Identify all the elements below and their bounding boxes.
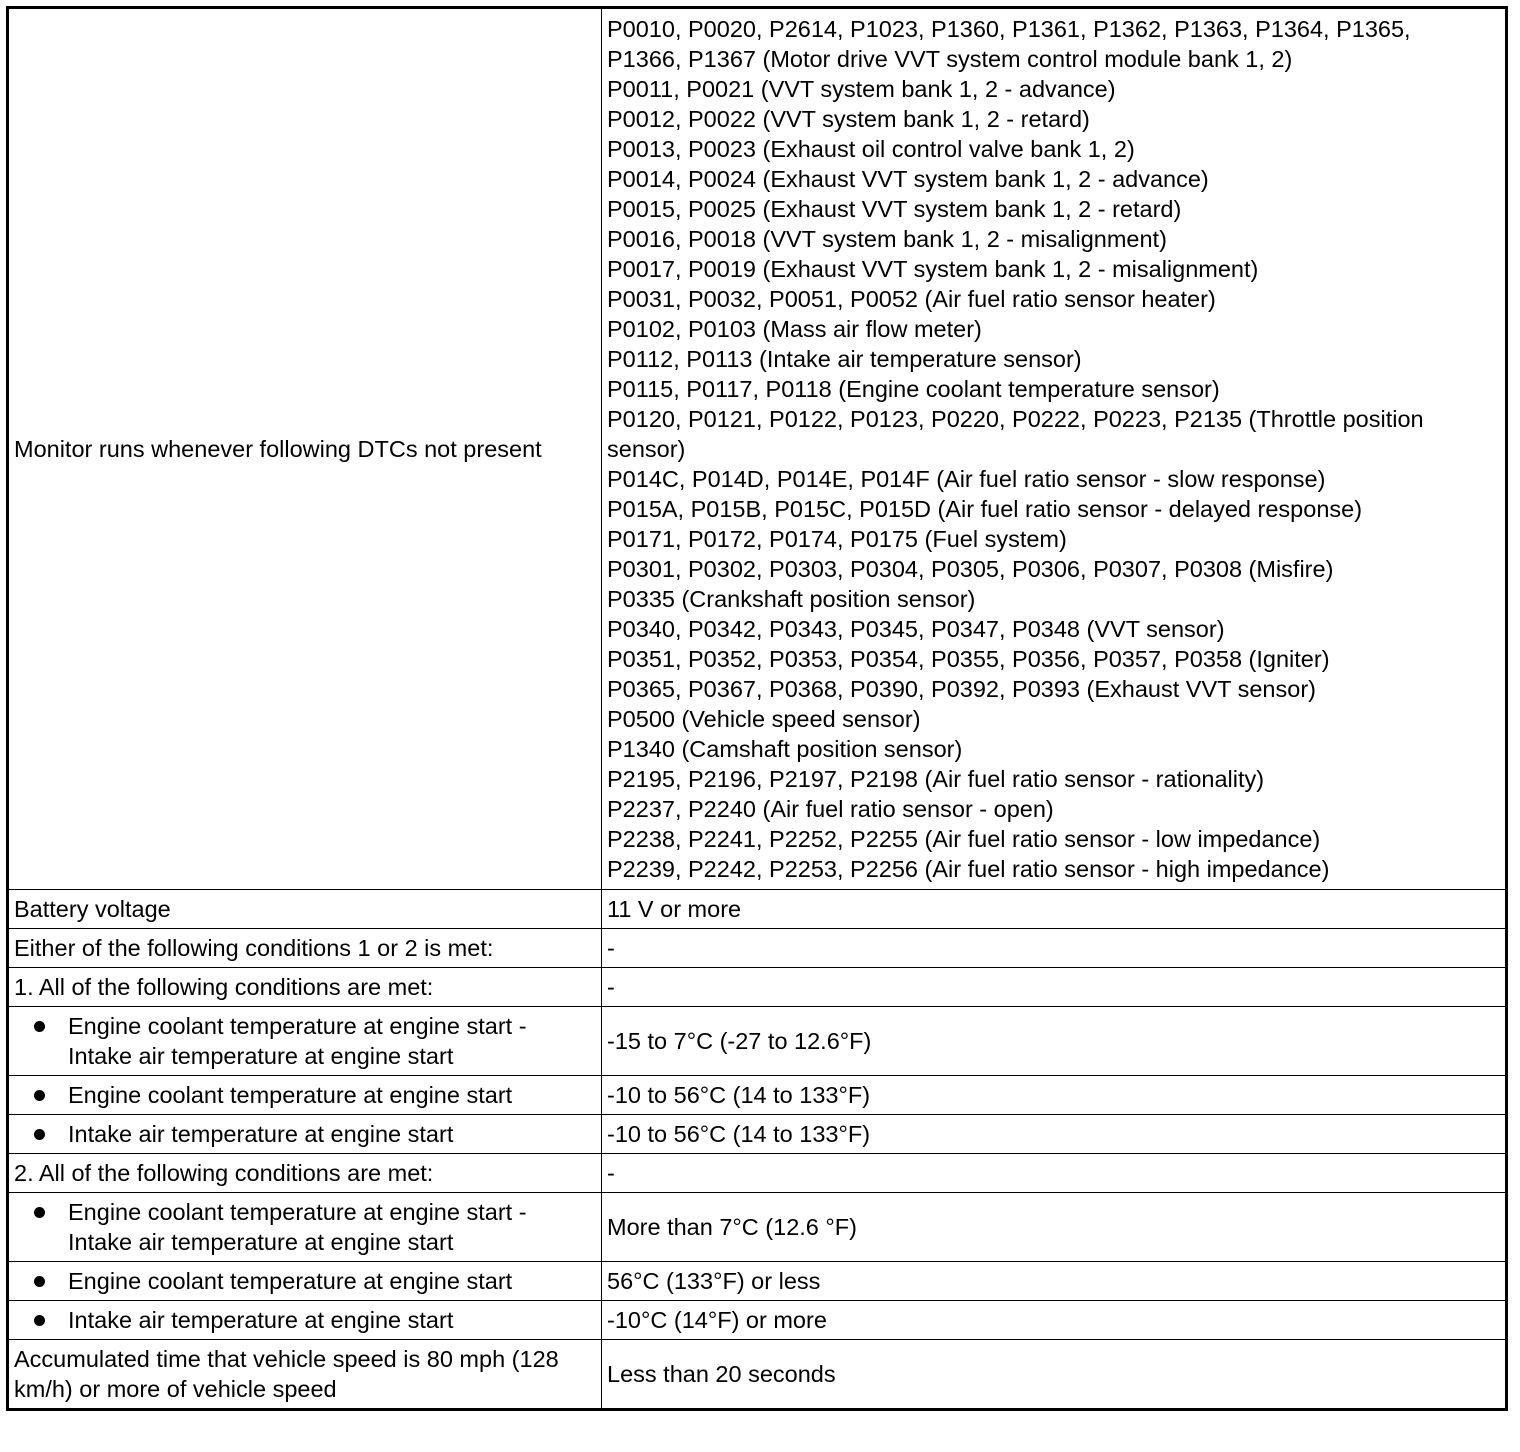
dtc-line: P0012, P0022 (VVT system bank 1, 2 - retard) [607, 106, 1090, 132]
conditions-table-body [8, 8, 1507, 1410]
dtc-line: P0013, P0023 (Exhaust oil control valve bank 1, 2) [607, 136, 1135, 162]
dtc-line: P0011, P0021 (VVT system bank 1, 2 - advance) [607, 76, 1116, 102]
dtc-line: P0335 (Crankshaft position sensor) [607, 586, 976, 612]
condition-row [8, 1007, 1507, 1076]
dtc-row [8, 8, 1507, 890]
condition-row [8, 1193, 1507, 1262]
condition-label-cell [8, 1154, 602, 1193]
bullet-dot-icon [34, 1090, 45, 1101]
condition-value: Less than 20 seconds [602, 1340, 1507, 1410]
dtc-line: P0016, P0018 (VVT system bank 1, 2 - misalignment) [607, 226, 1167, 252]
condition-label: Engine coolant temperature at engine start [68, 1268, 513, 1294]
condition-value: - [602, 1154, 1507, 1193]
bullet-item [14, 1197, 596, 1257]
bullet-dot-icon [34, 1315, 45, 1326]
dtc-row-label: Monitor runs whenever following DTCs not present [8, 8, 602, 890]
condition-value: - [602, 929, 1507, 968]
dtc-list [607, 14, 1500, 884]
dtc-line: P0112, P0113 (Intake air temperature sensor) [607, 346, 1082, 372]
dtc-line: P2237, P2240 (Air fuel ratio sensor - open) [607, 796, 1054, 822]
condition-label: Intake air temperature at engine start [68, 1121, 454, 1147]
condition-label: Either of the following conditions 1 or 2 is met: [14, 935, 494, 961]
condition-value: - [602, 968, 1507, 1007]
condition-label: Engine coolant temperature at engine start [68, 1082, 513, 1108]
dtc-line: P0031, P0032, P0051, P0052 (Air fuel ratio sensor heater) [607, 286, 1216, 312]
condition-label-cell [8, 1193, 602, 1262]
condition-label-cell [8, 929, 602, 968]
condition-label: 1. All of the following conditions are met: [14, 974, 434, 1000]
dtc-line: P0014, P0024 (Exhaust VVT system bank 1, 2 - advance) [607, 166, 1209, 192]
condition-row [8, 1115, 1507, 1154]
bullet-item [14, 1266, 596, 1296]
condition-value: -10 to 56°C (14 to 133°F) [602, 1076, 1507, 1115]
condition-value: 11 V or more [602, 890, 1507, 929]
dtc-line: P0010, P0020, P2614, P1023, P1360, P1361, P1362, P1363, P1364, P1365, [607, 16, 1411, 42]
condition-label: Accumulated time that vehicle speed is 80 mph (128 km/h) or more of vehicle speed [14, 1346, 559, 1402]
dtc-line: P1366, P1367 (Motor drive VVT system control module bank 1, 2) [607, 46, 1293, 72]
condition-label: Engine coolant temperature at engine start - Intake air temperature at engine start [68, 1199, 527, 1255]
dtc-line: P0301, P0302, P0303, P0304, P0305, P0306, P0307, P0308 (Misfire) [607, 556, 1334, 582]
condition-label-cell [8, 1340, 602, 1410]
bullet-item [14, 1305, 596, 1335]
dtc-line: P1340 (Camshaft position sensor) [607, 736, 963, 762]
dtc-line: P015A, P015B, P015C, P015D (Air fuel ratio sensor - delayed response) [607, 496, 1363, 522]
condition-value: -10°C (14°F) or more [602, 1301, 1507, 1340]
dtc-line: P014C, P014D, P014E, P014F (Air fuel ratio sensor - slow response) [607, 466, 1326, 492]
condition-value: -15 to 7°C (-27 to 12.6°F) [602, 1007, 1507, 1076]
condition-row [8, 1076, 1507, 1115]
dtc-line: P0120, P0121, P0122, P0123, P0220, P0222, P0223, P2135 (Throttle position [607, 406, 1424, 432]
dtc-line: sensor) [607, 436, 686, 462]
condition-label-cell [8, 968, 602, 1007]
condition-row [8, 968, 1507, 1007]
dtc-line: P2195, P2196, P2197, P2198 (Air fuel ratio sensor - rationality) [607, 766, 1265, 792]
dtc-line: P0015, P0025 (Exhaust VVT system bank 1, 2 - retard) [607, 196, 1182, 222]
condition-row [8, 890, 1507, 929]
condition-label-cell [8, 1262, 602, 1301]
dtc-line: P0500 (Vehicle speed sensor) [607, 706, 921, 732]
bullet-item [14, 1011, 596, 1071]
dtc-line: P0351, P0352, P0353, P0354, P0355, P0356, P0357, P0358 (Igniter) [607, 646, 1330, 672]
bullet-dot-icon [34, 1129, 45, 1140]
bullet-dot-icon [34, 1207, 45, 1218]
condition-row [8, 929, 1507, 968]
condition-value: More than 7°C (12.6 °F) [602, 1193, 1507, 1262]
condition-label-cell [8, 1076, 602, 1115]
condition-row [8, 1154, 1507, 1193]
bullet-item [14, 1119, 596, 1149]
condition-label: Engine coolant temperature at engine start - Intake air temperature at engine start [68, 1013, 527, 1069]
dtc-line: P0017, P0019 (Exhaust VVT system bank 1, 2 - misalignment) [607, 256, 1259, 282]
dtc-line: P0340, P0342, P0343, P0345, P0347, P0348 (VVT sensor) [607, 616, 1225, 642]
condition-row [8, 1301, 1507, 1340]
condition-label: Intake air temperature at engine start [68, 1307, 454, 1333]
conditions-table [6, 6, 1508, 1411]
condition-row [8, 1262, 1507, 1301]
condition-value: 56°C (133°F) or less [602, 1262, 1507, 1301]
condition-label-cell [8, 890, 602, 929]
condition-label: Battery voltage [14, 896, 171, 922]
dtc-line: P2238, P2241, P2252, P2255 (Air fuel ratio sensor - low impedance) [607, 826, 1321, 852]
dtc-line: P0115, P0117, P0118 (Engine coolant temperature sensor) [607, 376, 1220, 402]
bullet-dot-icon [34, 1276, 45, 1287]
condition-row [8, 1340, 1507, 1410]
condition-label: 2. All of the following conditions are met: [14, 1160, 434, 1186]
dtc-line: P2239, P2242, P2253, P2256 (Air fuel ratio sensor - high impedance) [607, 856, 1330, 882]
condition-label-cell [8, 1301, 602, 1340]
dtc-line: P0171, P0172, P0174, P0175 (Fuel system) [607, 526, 1067, 552]
condition-label-cell [8, 1115, 602, 1154]
condition-label-cell [8, 1007, 602, 1076]
dtc-line: P0365, P0367, P0368, P0390, P0392, P0393 (Exhaust VVT sensor) [607, 676, 1316, 702]
bullet-dot-icon [34, 1021, 45, 1032]
dtc-line: P0102, P0103 (Mass air flow meter) [607, 316, 982, 342]
condition-value: -10 to 56°C (14 to 133°F) [602, 1115, 1507, 1154]
bullet-item [14, 1080, 596, 1110]
dtc-list-cell [602, 8, 1507, 890]
